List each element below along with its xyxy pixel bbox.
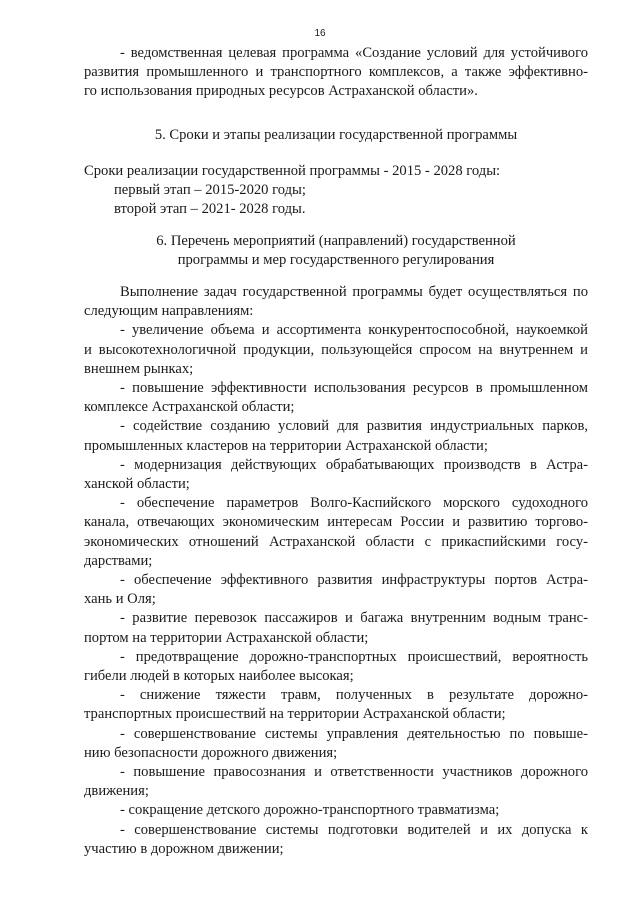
intro-line: развития промышленного и транспортного комплексов, а также эффективно- bbox=[84, 64, 588, 81]
list-item bbox=[84, 609, 588, 647]
list-item-line: - совершенствование системы управления деятельностью по повыше- bbox=[120, 725, 588, 742]
list-item bbox=[84, 801, 588, 820]
list-item-line: канала, отвечающих экономическим интересам России и развитию торгово- bbox=[84, 514, 588, 531]
list-item bbox=[84, 494, 588, 571]
list-item-line: промышленных кластеров на территории Астраханской области; bbox=[84, 437, 488, 454]
section6-heading-block bbox=[84, 232, 588, 270]
list-item-line: - сокращение детского дорожно-транспортного травматизма; bbox=[120, 802, 500, 819]
list-item bbox=[84, 648, 588, 686]
intro-line: го использования природных ресурсов Астраханской области». bbox=[84, 83, 478, 100]
list-item-line: и высокотехнологичной продукции, пользующейся спросом на внутреннем и bbox=[84, 341, 588, 358]
list-item-line: хань и Оля; bbox=[84, 591, 156, 608]
list-item-line: дарствами; bbox=[84, 552, 153, 569]
list-item-line: - увеличение объема и ассортимента конкурентоспособной, наукоемкой bbox=[120, 322, 588, 339]
list-item-line: ханской области; bbox=[84, 476, 190, 493]
list-item-line: - предотвращение дорожно-транспортных происшествий, вероятность bbox=[120, 648, 588, 665]
list-item-line: нию безопасности дорожного движения; bbox=[84, 744, 338, 761]
list-item-line: - повышение эффективности использования ресурсов в промышленном bbox=[120, 380, 588, 397]
list-item-line: - содействие созданию условий для развития индустриальных парков, bbox=[120, 418, 588, 435]
section6-intro-line: следующим направлениям: bbox=[84, 303, 254, 320]
section5-heading-block bbox=[84, 126, 588, 145]
list-item bbox=[84, 417, 588, 455]
list-item-line: - снижение тяжести травм, полученных в результате дорожно- bbox=[120, 687, 588, 704]
list-item-line: экономических отношений Астраханской области с прикаспийскими госу- bbox=[84, 533, 588, 550]
list-item-line: - обеспечение параметров Волго-Каспийского морского судоходного bbox=[120, 495, 588, 512]
list-item bbox=[84, 321, 588, 379]
section6-heading-line2: программы и мер государственного регулирования bbox=[177, 252, 495, 269]
list-item-line: транспортных происшествий на территории Астраханской области; bbox=[84, 706, 506, 723]
list-item-line: - обеспечение эффективного развития инфраструктуры портов Астра- bbox=[120, 572, 588, 589]
stage2-line: второй этап – 2021- 2028 годы. bbox=[114, 201, 306, 218]
list-item bbox=[84, 725, 588, 763]
list-item-line: - модернизация действующих обрабатывающих производств в Астра- bbox=[120, 456, 588, 473]
list-item-line: участию в дорожном движении; bbox=[84, 840, 284, 857]
list-item bbox=[84, 686, 588, 724]
section5-terms bbox=[84, 162, 588, 220]
list-item-line: гибели людей в которых наиболее высокая; bbox=[84, 668, 354, 685]
list-item-line: движения; bbox=[84, 783, 149, 800]
list-item-line: внешнем рынках; bbox=[84, 360, 194, 377]
list-item bbox=[84, 456, 588, 494]
terms-line: Сроки реализации государственной программы - 2015 - 2028 годы: bbox=[84, 163, 501, 179]
list-item bbox=[84, 821, 588, 859]
list-item-line: - повышение правосознания и ответственности участников дорожного bbox=[120, 764, 588, 781]
section6-intro-line: Выполнение задач государственной программы будет осуществляться по bbox=[120, 284, 588, 300]
intro-text bbox=[84, 44, 588, 102]
list-item bbox=[84, 571, 588, 609]
intro-paragraph bbox=[84, 44, 588, 102]
list-item bbox=[84, 763, 588, 801]
list-item-line: портом на территории Астраханской области; bbox=[84, 629, 369, 646]
intro-line: - ведомственная целевая программа «Создание условий для устойчивого bbox=[120, 45, 588, 61]
list-item bbox=[84, 379, 588, 417]
section6-heading-line1: 6. Перечень мероприятий (направлений) государственной bbox=[156, 233, 516, 249]
section6-body bbox=[84, 283, 588, 859]
page-number: 16 bbox=[314, 28, 326, 39]
section5-heading: 5. Сроки и этапы реализации государственной программы bbox=[154, 127, 518, 143]
list-item-line: - развитие перевозок пассажиров и багажа внутренним водным транс- bbox=[120, 610, 588, 627]
list-item-line: - совершенствование системы подготовки водителей и их допуска к bbox=[120, 821, 588, 838]
list-item-line: комплексе Астраханской области; bbox=[84, 399, 295, 416]
section6-intro bbox=[84, 283, 588, 321]
stage1-line: первый этап – 2015-2020 годы; bbox=[114, 182, 306, 199]
